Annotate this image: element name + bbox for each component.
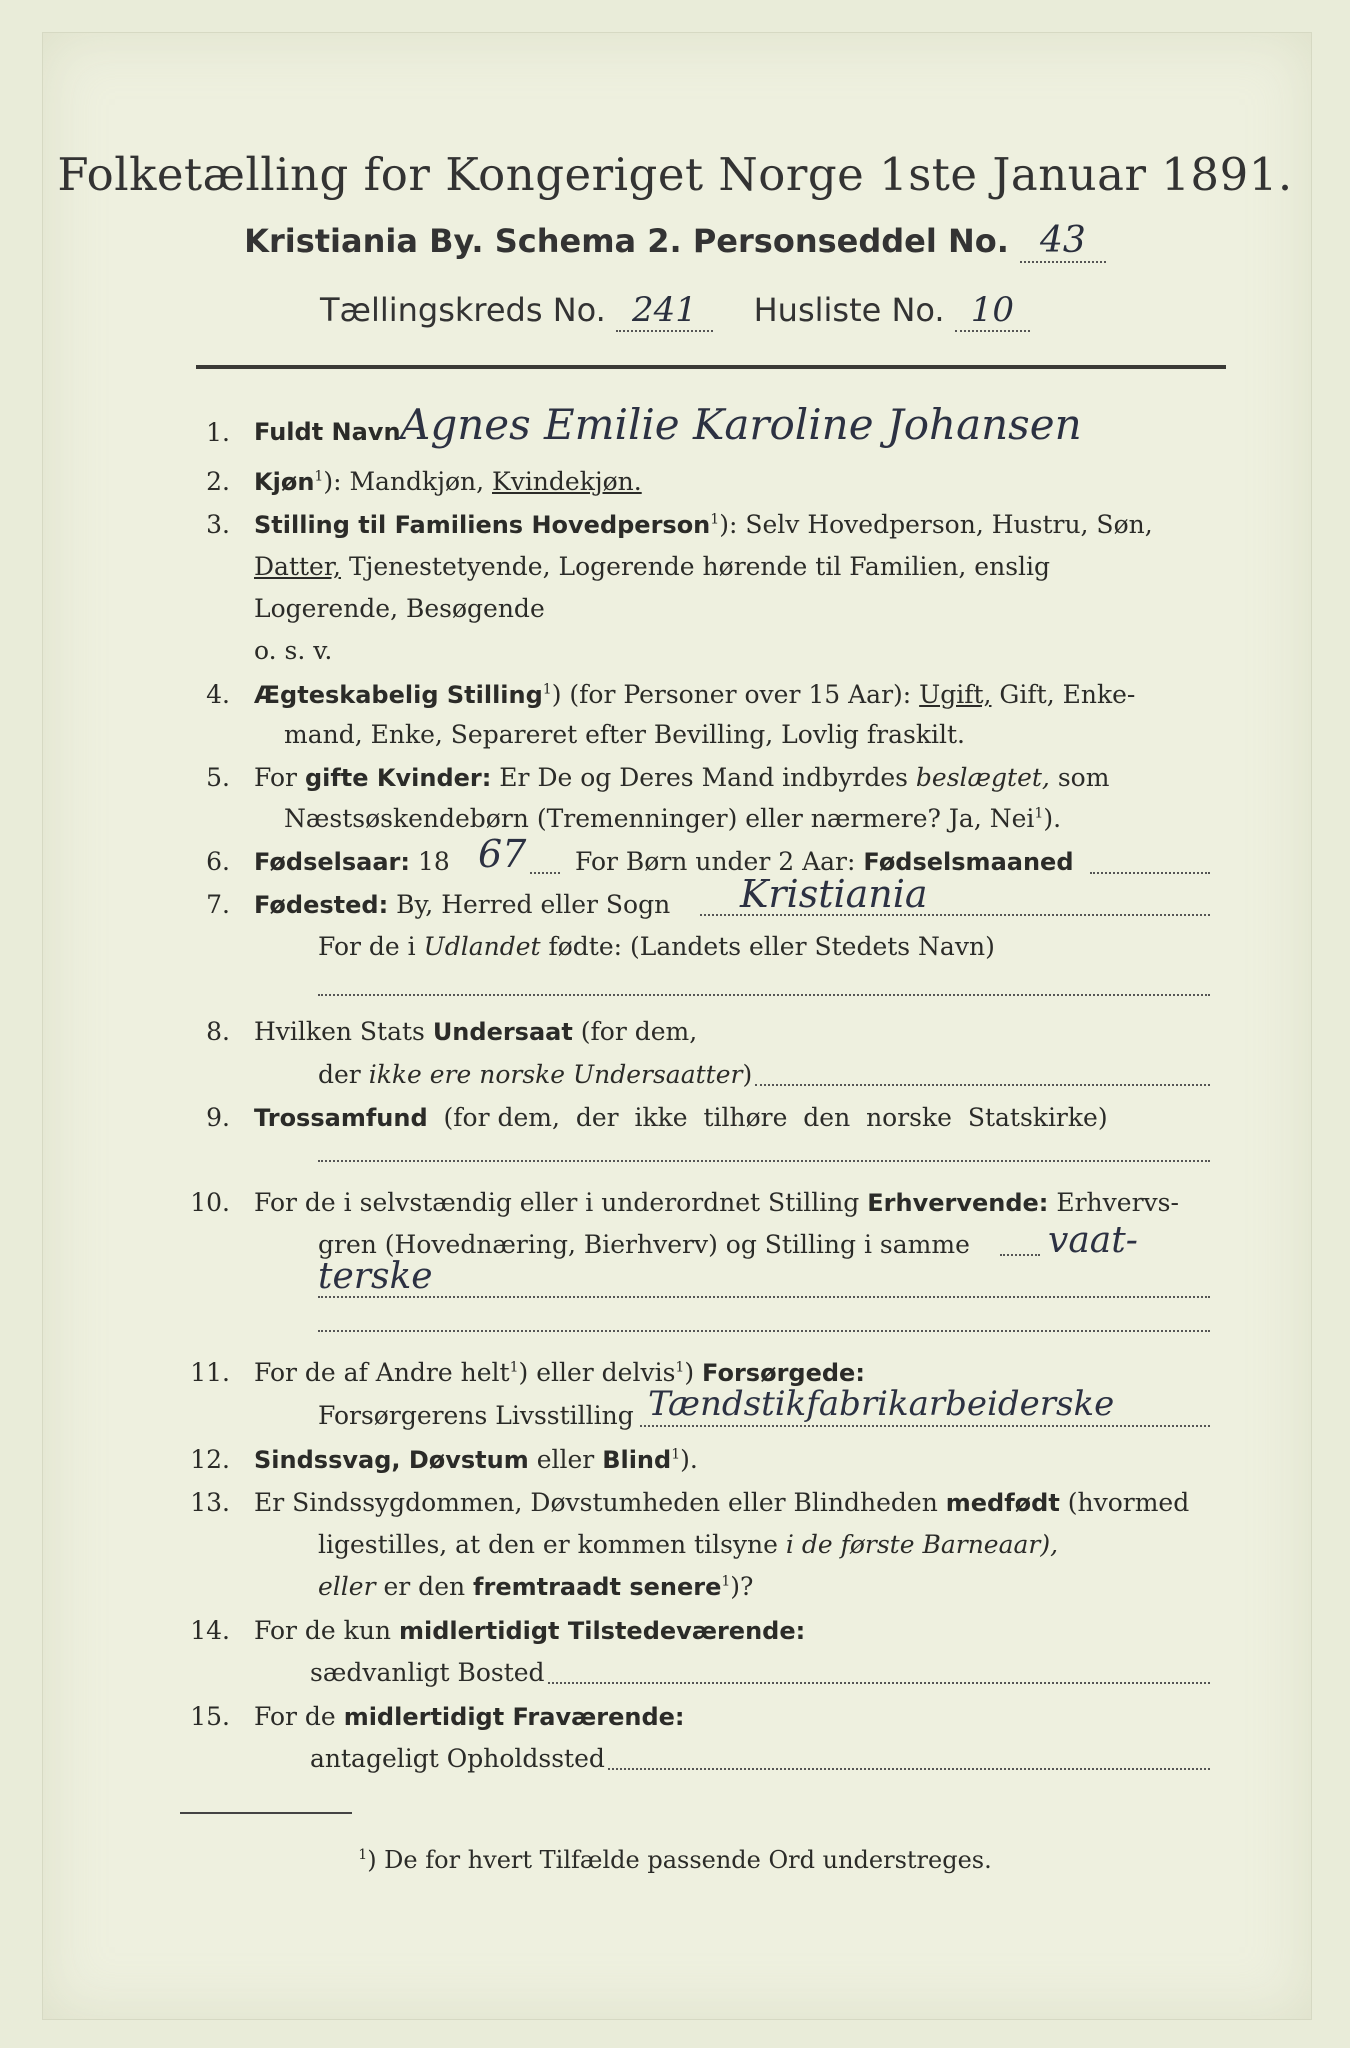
item-5-text-end: som — [1049, 763, 1110, 792]
kinship-question: Næstsøskendebørn (Tremenninger) eller nærmere? Ja, Nei — [284, 804, 1035, 833]
item-10-suffix: Erhvervs- — [1048, 1188, 1179, 1217]
kreds-line — [0, 290, 1350, 330]
marital-options-2: mand, Enke, Separeret efter Bevilling, Lovlig fraskilt. — [284, 720, 965, 749]
item-13-l3: er den — [375, 1572, 474, 1601]
birth-year-value: 67 — [478, 832, 527, 876]
full-name-value: Agnes Emilie Karoline Johansen — [400, 400, 1082, 449]
temporary-present-label: midlertidigt Tilstedeværende: — [398, 1617, 806, 1645]
position-selected: Datter, — [254, 552, 341, 581]
temporary-absent-label: midlertidigt Fraværende: — [343, 1703, 685, 1731]
disability-label: Sindssvag, Døvstum — [254, 1446, 529, 1474]
position-options-text: Tjenestetyende, Logerende hørende til Familien, enslig — [341, 552, 1051, 581]
item-number: 13. — [190, 1488, 230, 1517]
item-4-line-1 — [254, 682, 1135, 707]
schema-label: Kristiania By. Schema 2. Personseddel No. — [244, 222, 1009, 260]
full-name-label: Fuldt Navn — [254, 418, 401, 446]
item-12-or: eller — [528, 1445, 603, 1474]
marital-label: Ægteskabelig Stilling — [254, 681, 543, 709]
item-8-suffix: (for dem, — [572, 1017, 698, 1046]
husliste-label: Husliste No. — [753, 291, 945, 329]
item-number: 14. — [190, 1616, 230, 1645]
item-number: 1. — [206, 418, 230, 447]
item-10-text — [254, 1190, 1179, 1215]
dotted-fill — [318, 1296, 1210, 1298]
item-12-end: ). — [680, 1445, 698, 1474]
occupation-value-2: terske — [318, 1256, 433, 1297]
sex-options: ): Mandkjøn, — [323, 467, 493, 496]
item-12-text — [254, 1447, 698, 1472]
dotted-fill — [640, 1425, 1210, 1427]
item-8-l2-end: ) — [742, 1060, 753, 1089]
page-title: Folketælling for Kongeriget Norge 1ste Januar 1891. — [57, 148, 1293, 201]
footnote — [0, 1846, 1350, 1874]
marital-selected: Ugift, — [919, 680, 992, 709]
item-number: 7. — [206, 890, 230, 919]
position-options-2 — [254, 554, 1050, 579]
birthplace-label: Fødested: — [254, 891, 389, 919]
footnote-ref: 1 — [1034, 805, 1044, 822]
item-5-line-1 — [254, 765, 1109, 790]
position-options-3: Logerende, Besøgende — [254, 594, 545, 623]
position-options-4: o. s. v. — [254, 636, 333, 665]
item-13-l2-italic: i de første Barneaar), — [785, 1530, 1059, 1559]
dotted-fill — [318, 1330, 1210, 1332]
dotted-fill — [318, 994, 1210, 996]
footnote-marker: 1 — [358, 1847, 368, 1863]
footnote-ref: 1 — [671, 1446, 681, 1463]
later-onset-label: fremtraadt senere — [473, 1573, 722, 1601]
item-9-text — [254, 1105, 1108, 1130]
item-number: 4. — [206, 680, 230, 709]
item-5-text: Er De og Deres Mand indbyrdes — [491, 763, 916, 792]
marital-options: Gift, Enke- — [991, 680, 1136, 709]
occupation-value-1: vaat- — [1048, 1220, 1138, 1261]
abroad-italic: Udlandet — [423, 932, 541, 961]
item-number: 10. — [190, 1188, 230, 1217]
sex-label: Kjøn — [254, 468, 315, 496]
item-13-l3-end: )? — [730, 1572, 754, 1601]
position-label: Stilling til Familiens Hovedperson — [254, 511, 711, 539]
occupation-line-2: gren (Hovednæring, Bierhverv) og Stilling i samme — [318, 1230, 970, 1259]
position-options-1: ): Selv Hovedperson, Hustru, Søn, — [719, 510, 1153, 539]
item-number: 5. — [206, 763, 230, 792]
item-5-line-2-text — [284, 806, 1061, 831]
taellingskreds-label: Tællingskreds No. — [319, 291, 606, 329]
item-15-text — [254, 1704, 685, 1729]
item-number: 9. — [206, 1103, 230, 1132]
item-13-text: Er Sindssygdommen, Døvstumheden eller Blindheden — [254, 1488, 946, 1517]
item-11-mid: ) eller delvis — [518, 1358, 676, 1387]
usual-residence-label: sædvanligt Bosted — [310, 1658, 545, 1687]
item-5-prefix: For — [254, 763, 305, 792]
supported-label: Forsørgede: — [702, 1359, 865, 1387]
item-6-text — [254, 849, 450, 874]
item-8-l2-prefix: der — [318, 1060, 369, 1089]
abroad-text: fødte: (Landets eller Stedets Navn) — [540, 932, 995, 961]
religion-text: (for dem, der ikke tilhøre den norske Statskirke) — [427, 1103, 1108, 1132]
footnote-ref: 1 — [721, 1573, 731, 1590]
dotted-fill — [548, 1682, 1210, 1684]
subject-label: Undersaat — [432, 1018, 573, 1046]
footnote-ref: 1 — [542, 681, 552, 698]
birthplace-text: By, Herred eller Sogn — [388, 890, 671, 919]
item-7-line-2-text — [318, 934, 995, 959]
dotted-fill — [318, 1160, 1210, 1162]
probable-residence-label: antageligt Opholdssted — [310, 1744, 605, 1773]
provider-label: Forsørgerens Livsstilling — [318, 1401, 634, 1430]
item-7-text — [254, 892, 670, 917]
item-11-text — [254, 1360, 865, 1385]
item-number: 3. — [206, 510, 230, 539]
item-number: 15. — [190, 1702, 230, 1731]
abroad-prefix: For de i — [318, 932, 424, 961]
item-8-prefix: Hvilken Stats — [254, 1017, 433, 1046]
item-10-prefix: For de i selvstændig eller i underordnet Stilling — [254, 1188, 868, 1217]
item-13-l3-italic: eller — [318, 1572, 376, 1601]
footnote-ref: 1 — [509, 1359, 519, 1376]
item-13-end: (hvormed — [1059, 1488, 1190, 1517]
taellingskreds-no: 241 — [616, 290, 713, 332]
item-13-line-3-text — [318, 1574, 753, 1599]
item-14-prefix: For de kun — [254, 1616, 399, 1645]
footnote-ref: 1 — [314, 468, 324, 485]
dotted-fill — [1090, 872, 1210, 874]
item-number: 2. — [206, 467, 230, 496]
item-3-line-1 — [254, 512, 1153, 537]
item-number: 12. — [190, 1445, 230, 1474]
dotted-fill — [755, 1084, 1210, 1086]
footnote-text: ) De for hvert Tilfælde passende Ord understreges. — [367, 1846, 992, 1874]
husliste-no: 10 — [955, 290, 1030, 332]
item-15-prefix: For de — [254, 1702, 344, 1731]
birth-year-prefix: 18 — [410, 847, 450, 876]
item-11-prefix: For de af Andre helt — [254, 1358, 510, 1387]
blind-label: Blind — [602, 1446, 672, 1474]
item-11-mid2: ) — [684, 1358, 703, 1387]
item-number: 6. — [206, 847, 230, 876]
religion-label: Trossamfund — [254, 1104, 428, 1132]
item-8-l2-italic: ikke ere norske Undersaatter — [368, 1060, 743, 1089]
footnote-ref: 1 — [675, 1359, 685, 1376]
dotted-fill — [1000, 1254, 1040, 1256]
item-13-line-1 — [254, 1490, 1189, 1515]
occupation-label: Erhvervende: — [867, 1189, 1049, 1217]
item-5-italic: beslægtet, — [915, 763, 1050, 792]
item-14-text — [254, 1618, 805, 1643]
personseddel-no: 43 — [1020, 220, 1106, 263]
item-number: 11. — [190, 1358, 230, 1387]
item-13-l2: ligestilles, at den er kommen tilsyne — [318, 1530, 786, 1559]
item-number: 8. — [206, 1017, 230, 1046]
birth-year-label: Fødselsaar: — [254, 848, 410, 876]
provider-value: Tændstikfabrikarbeiderske — [648, 1384, 1115, 1424]
infant-label: For Børn under 2 Aar: — [575, 847, 864, 876]
item-13-line-2-text — [318, 1532, 1058, 1557]
sex-selected: Kvindekjøn. — [492, 467, 642, 496]
infant-text — [575, 849, 1074, 874]
schema-line — [0, 220, 1350, 261]
married-women-label: gifte Kvinder: — [304, 764, 492, 792]
header-rule — [196, 365, 1226, 369]
birth-month-label: Fødselsmaaned — [863, 848, 1074, 876]
footnote-ref: 1 — [710, 511, 720, 528]
item-8-line-2-text — [318, 1062, 752, 1087]
birthplace-value: Kristiania — [740, 872, 928, 916]
dotted-fill — [608, 1768, 1210, 1770]
dotted-fill — [530, 872, 560, 874]
item-8-text — [254, 1019, 697, 1044]
marital-text: ) (for Personer over 15 Aar): — [551, 680, 920, 709]
kinship-end: ). — [1043, 804, 1062, 833]
item-2-text — [254, 469, 642, 494]
congenital-label: medfødt — [945, 1489, 1060, 1517]
footnote-rule — [180, 1812, 352, 1814]
